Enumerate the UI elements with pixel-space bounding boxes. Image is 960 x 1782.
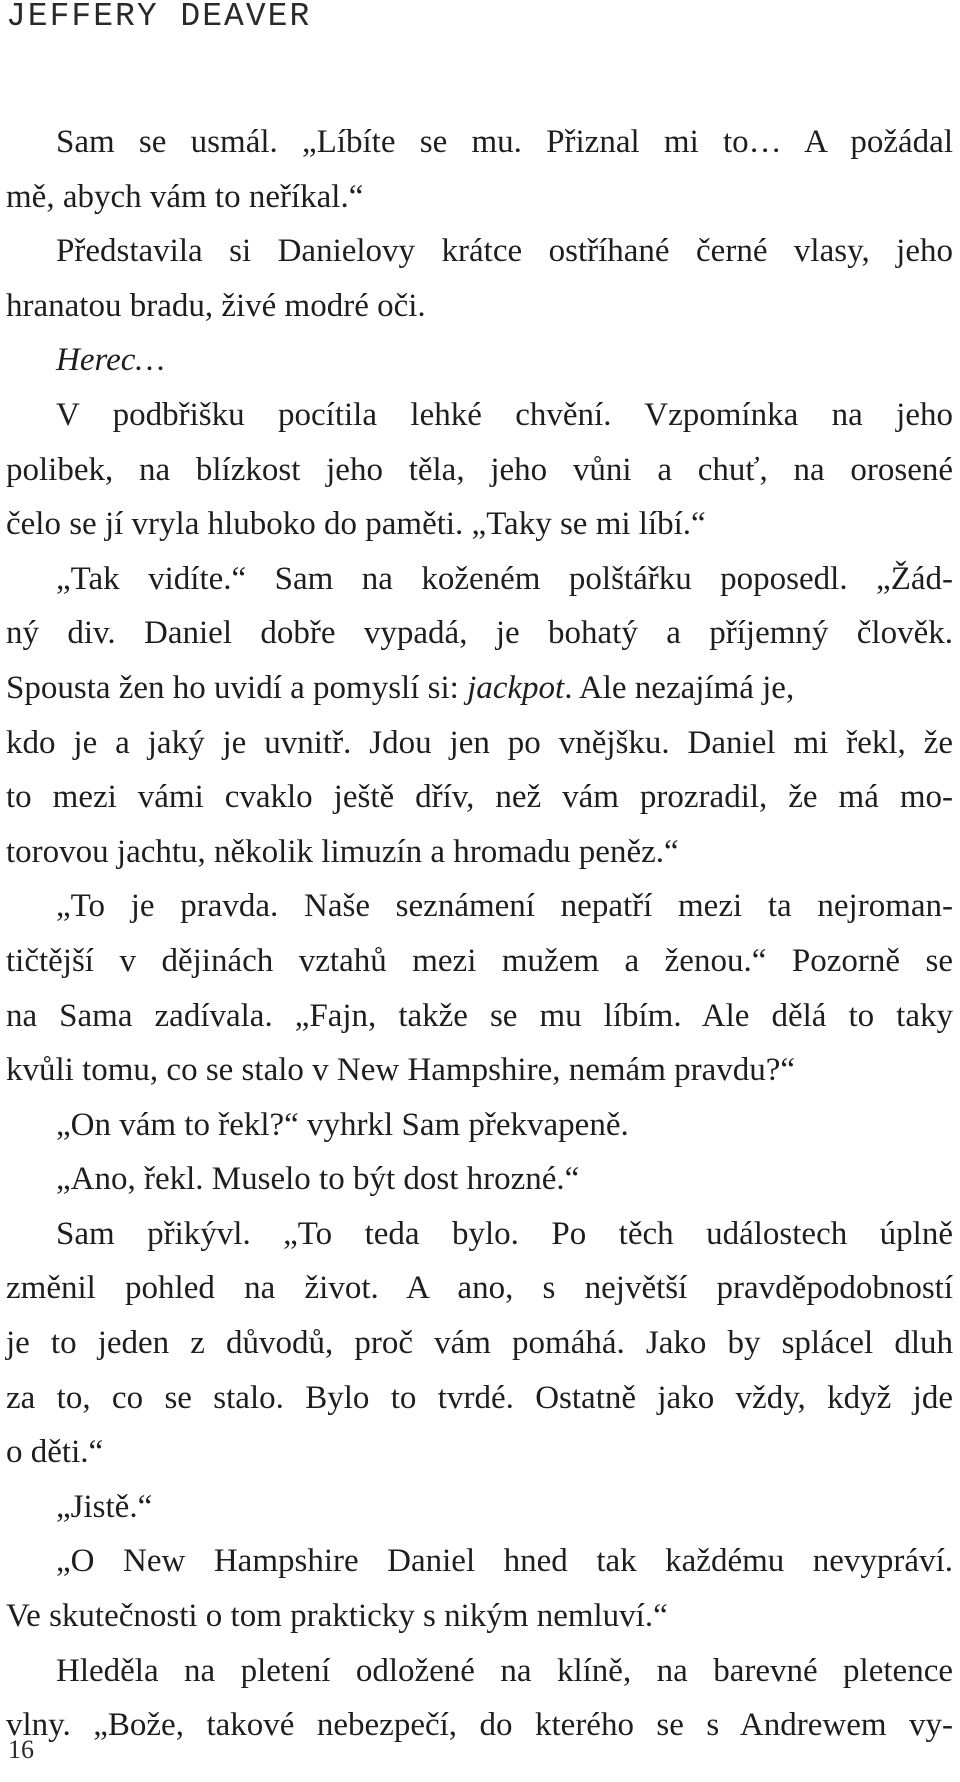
text-line: Ve skutečnosti o tom prakticky s nikým nemluví.“ bbox=[6, 1598, 668, 1635]
text-line: mě, abych vám to neříkal.“ bbox=[6, 178, 364, 215]
text-line: „To je pravda. Naše seznámení nepatří mezi ta nejroman- bbox=[56, 888, 953, 925]
text-line: o děti.“ bbox=[6, 1434, 104, 1471]
text-line: změnil pohled na život. A ano, s největší pravděpodobností bbox=[6, 1270, 953, 1307]
text-line: „Ano, řekl. Muselo to být dost hrozné.“ bbox=[56, 1161, 580, 1198]
italic-word: Herec… bbox=[56, 342, 165, 379]
text-line: V podbřišku pocítila lehké chvění. Vzpomínka na jeho bbox=[56, 396, 953, 433]
text-line: Hleděla na pletení odložené na klíně, na barevné pletence bbox=[56, 1652, 953, 1689]
text-segment: . Ale nezajímá je, bbox=[564, 669, 795, 706]
text-line: „Tak vidíte.“ Sam na koženém polštářku poposedl. „Žád- bbox=[56, 560, 953, 597]
text-line: je to jeden z důvodů, proč vám pomáhá. Jako by splácel dluh bbox=[6, 1325, 953, 1362]
text-line: čelo se jí vryla hluboko do paměti. „Taky se mi líbí.“ bbox=[6, 506, 706, 543]
text-line: to mezi vámi cvaklo ještě dřív, než vám prozradil, že má mo- bbox=[6, 779, 953, 816]
text-line: polibek, na blízkost jeho těla, jeho vůni a chuť, na orosené bbox=[6, 451, 953, 488]
text-line: tičtější v dějinách vztahů mezi mužem a ženou.“ Pozorně se bbox=[6, 942, 953, 979]
text-line: za to, co se stalo. Bylo to tvrdé. Ostatně jako vždy, když jde bbox=[6, 1379, 953, 1416]
text-line: hranatou bradu, živé modré oči. bbox=[6, 287, 426, 324]
text-line: na Sama zadívala. „Fajn, takže se mu líbím. Ale dělá to taky bbox=[6, 997, 953, 1034]
text-line: „Jistě.“ bbox=[56, 1488, 153, 1525]
text-line: „O New Hampshire Daniel hned tak každému nevypráví. bbox=[56, 1543, 953, 1580]
text-line: Sam přikývl. „To teda bylo. Po těch událostech úplně bbox=[56, 1215, 953, 1252]
text-line: vlny. „Bože, takové nebezpečí, do kterého se s Andrewem vy- bbox=[6, 1707, 953, 1744]
page-number: 16 bbox=[8, 1735, 34, 1764]
text-line: torovou jachtu, několik limuzín a hromadu peněz.“ bbox=[6, 833, 679, 870]
text-line bbox=[6, 333, 953, 388]
running-head: JEFFERY DEAVER bbox=[6, 0, 312, 35]
text-segment: Spousta žen ho uvidí a pomyslí si: bbox=[6, 669, 459, 706]
text-line: „On vám to řekl?“ vyhrkl Sam překvapeně. bbox=[56, 1106, 629, 1143]
text-line: Představila si Danielovy krátce ostříhané černé vlasy, jeho bbox=[56, 233, 953, 270]
text-line: ný div. Daniel dobře vypadá, je bohatý a příjemný člověk. bbox=[6, 615, 953, 652]
body-text bbox=[6, 115, 953, 1753]
italic-word: jackpot bbox=[467, 669, 565, 706]
text-line: kvůli tomu, co se stalo v New Hampshire, nemám pravdu?“ bbox=[6, 1052, 796, 1089]
text-line: Sam se usmál. „Líbíte se mu. Přiznal mi to… A požádal bbox=[56, 124, 953, 160]
text-line bbox=[6, 661, 953, 716]
text-line: kdo je a jaký je uvnitř. Jdou jen po vnějšku. Daniel mi řekl, že bbox=[6, 724, 953, 761]
